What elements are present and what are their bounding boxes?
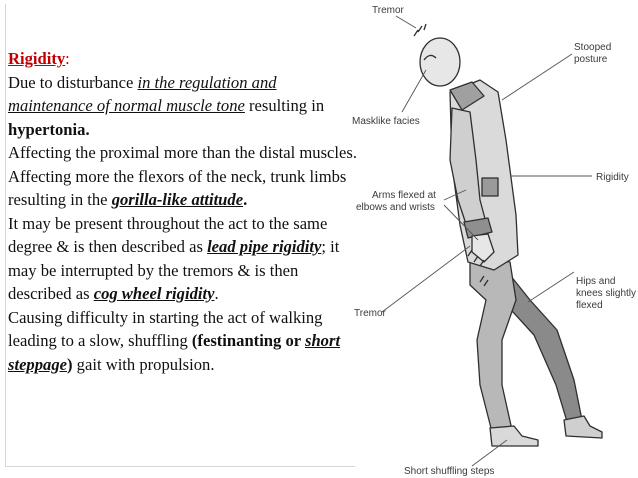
gait-lead: Causing difficulty in starting the act of walking leading to a slow, shuffling [8,307,323,350]
label-stooped-2: posture [574,54,608,65]
gait-open: (festinanting or [191,331,305,350]
cog-wheel-period: . [214,284,219,303]
definition-emphasis: in the regulation and maintenance of normal muscle tone [8,72,277,115]
left-border-rule [5,4,6,466]
proximal-paragraph: Affecting the proximal more than the distal muscles. [8,143,357,162]
gorilla-term: gorilla-like attitude [111,190,244,209]
hypertonia-term: hypertonia. [8,119,90,139]
gait-post: gait with propulsion. [72,354,215,374]
gait-close: ) [67,354,73,374]
label-hips-1: Hips and [576,276,616,287]
gait-paragraph [8,306,360,377]
flexors-period: . [243,190,248,209]
lead-pipe-lead: It may be present throughout the act to the same degree & is then described as [8,213,328,256]
definition-post: resulting in [244,96,325,115]
lead-pipe-term: lead pipe rigidity [207,237,322,256]
flexors-lead: Affecting more the flexors of the neck, trunk limbs resulting in the [8,166,347,209]
label-short-steps: Short shuffling steps [404,466,495,477]
heading-line [8,47,360,71]
lead-pipe-paragraph [8,212,360,306]
label-tremor-left: Tremor [354,308,386,319]
heading-title: Rigidity [8,49,66,68]
bottom-border-rule [5,466,355,467]
definition-paragraph [8,71,360,142]
flexors-paragraph [8,165,360,212]
parkinsonian-figure [352,0,638,478]
label-stooped-1: Stooped [574,42,612,53]
label-masklike: Masklike facies [352,116,420,127]
text-panel [8,47,360,376]
label-arms-2: elbows and wrists [356,202,435,213]
label-rigidity: Rigidity [596,172,629,183]
definition-lead: Due to disturbance [8,72,138,92]
short-steppage-term: short steppage [8,331,341,374]
cog-wheel-term: cog wheel rigidity [93,284,215,303]
label-hips-3: flexed [576,300,603,311]
heading-colon: : [65,49,70,68]
label-arms-1: Arms flexed at [372,190,436,201]
lead-pipe-mid: ; it may be interrupted by the tremors & is then described as [8,237,340,303]
label-hips-2: knees slightly [576,288,637,299]
man-illustration [414,24,602,446]
figure-svg [352,0,638,478]
label-tremor-top: Tremor [372,5,404,16]
